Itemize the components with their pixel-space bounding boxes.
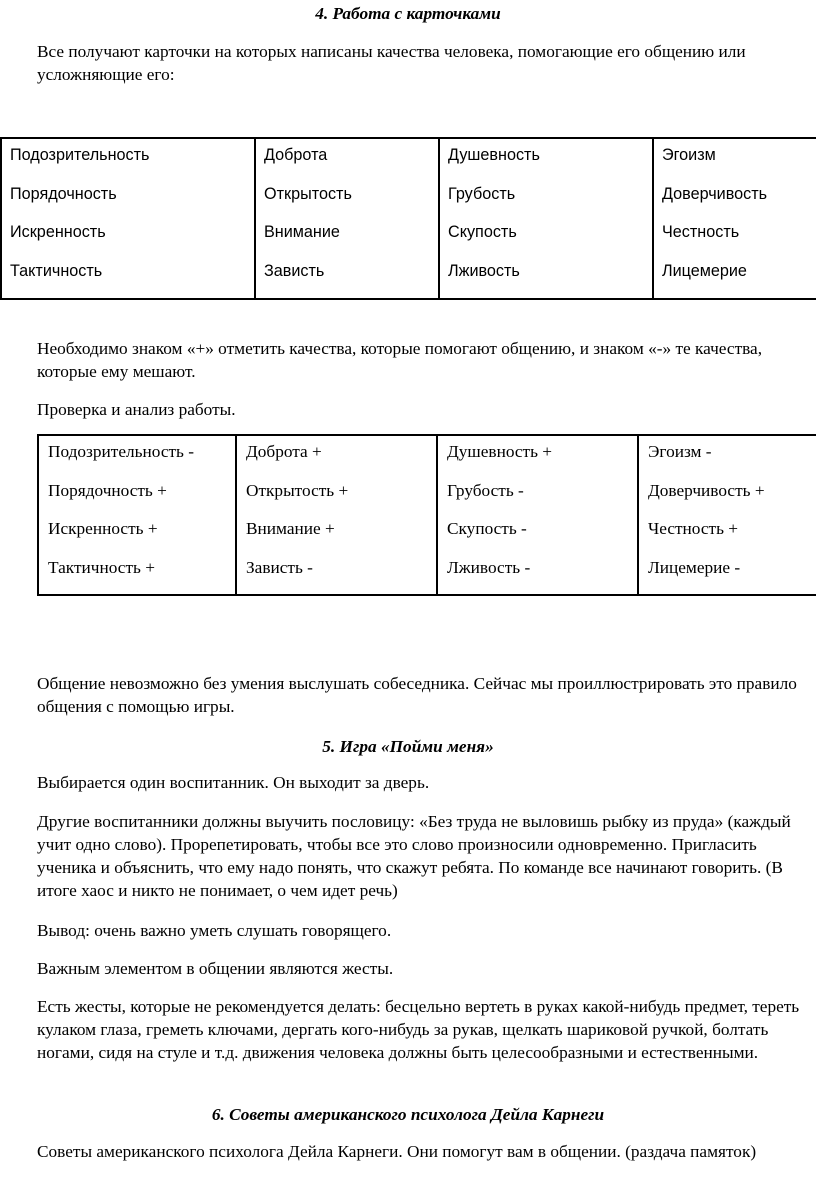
section-5-paragraph: Выбирается один воспитанник. Он выходит за дверь. bbox=[37, 773, 430, 792]
section-5-paragraph: Важным элементом в общении являются жесты. bbox=[37, 959, 394, 978]
answers-column bbox=[638, 435, 816, 595]
quality-cell: Честность bbox=[662, 223, 740, 241]
qualities-column bbox=[1, 138, 255, 299]
answer-cell: Душевность + bbox=[447, 442, 553, 461]
section-6-title: 6. Советы американского психолога Дейла Карнеги bbox=[211, 1105, 605, 1124]
section-4-title: 4. Работа с карточками bbox=[315, 4, 501, 23]
qualities-column bbox=[255, 138, 439, 299]
quality-cell: Порядочность bbox=[10, 184, 117, 203]
answer-cell: Лицемерие - bbox=[648, 557, 741, 577]
quality-cell: Лживость bbox=[448, 261, 520, 280]
answer-cell: Доверчивость + bbox=[648, 480, 765, 500]
qualities-column bbox=[439, 138, 653, 299]
quality-cell: Тактичность bbox=[10, 261, 103, 280]
answers-column bbox=[437, 435, 638, 595]
answer-cell: Грубость - bbox=[447, 480, 524, 500]
section-5-paragraph: Другие воспитанники должны выучить пословицу: «Без труда не выловишь рыбку из пруда» (каждый учит одно слово). Прорепетировать, чтобы все это слово произносили одновременно. Пригласить ученика и объяснить, что ему надо понять, что скажут ребята. По команде все начинают говорить. (В итоге хаос и никто не понимает, о чем идет речь) bbox=[37, 812, 791, 900]
section-4-intro: Все получают карточки на которых написаны качества человека, помогающие его общению или усложняющие его: bbox=[37, 42, 746, 84]
quality-cell: Доверчивость bbox=[662, 184, 768, 203]
quality-cell: Лицемерие bbox=[662, 261, 747, 280]
quality-cell: Подозрительность bbox=[10, 146, 150, 164]
quality-cell: Искренность bbox=[10, 223, 106, 241]
answers-table bbox=[37, 434, 816, 596]
quality-cell: Грубость bbox=[448, 184, 516, 203]
section-4-outro: Общение невозможно без умения выслушать собеседника. Сейчас мы проиллюстрировать это правило общения с помощью игры. bbox=[37, 674, 797, 716]
section-5-title: 5. Игра «Пойми меня» bbox=[322, 737, 494, 756]
quality-cell: Открытость bbox=[264, 184, 352, 203]
answer-cell: Искренность + bbox=[48, 519, 158, 538]
answer-cell: Зависть - bbox=[246, 557, 313, 577]
answer-cell: Тактичность + bbox=[48, 557, 155, 577]
answer-cell: Честность + bbox=[648, 519, 739, 538]
section-6-paragraph: Советы американского психолога Дейла Карнеги. Они помогут вам в общении. (раздача памяток) bbox=[37, 1142, 757, 1161]
answer-cell: Лживость - bbox=[447, 557, 531, 577]
answers-column bbox=[38, 435, 236, 595]
answers-column bbox=[236, 435, 437, 595]
answer-cell: Открытость + bbox=[246, 480, 349, 500]
answer-cell: Подозрительность - bbox=[48, 442, 194, 461]
answer-cell: Скупость - bbox=[447, 519, 527, 538]
section-4-instruction: Необходимо знаком «+» отметить качества, которые помогают общению, и знаком «-» те качества, которые ему мешают. bbox=[37, 339, 763, 381]
quality-cell: Внимание bbox=[264, 223, 340, 241]
quality-cell: Скупость bbox=[448, 223, 517, 241]
section-5-paragraph: Есть жесты, которые не рекомендуется делать: бесцельно вертеть в руках какой-нибудь предмет, тереть кулаком глаза, греметь ключами, дергать кого-нибудь за рукав, щелкать шариковой ручкой, болтать ногами, сидя на стуле и т.д. движения человека должны быть целесообразными и естественными. bbox=[37, 997, 800, 1062]
answer-cell: Порядочность + bbox=[48, 480, 167, 500]
answer-cell: Эгоизм - bbox=[648, 442, 712, 461]
quality-cell: Эгоизм bbox=[662, 146, 716, 164]
quality-cell: Душевность bbox=[448, 146, 540, 164]
qualities-column bbox=[653, 138, 816, 299]
quality-cell: Зависть bbox=[264, 261, 325, 280]
section-4-check: Проверка и анализ работы. bbox=[37, 400, 236, 419]
answer-cell: Доброта + bbox=[246, 442, 322, 461]
answer-cell: Внимание + bbox=[246, 519, 335, 538]
quality-cell: Доброта bbox=[264, 146, 328, 164]
section-5-conclusion: Вывод: очень важно уметь слушать говорящего. bbox=[37, 921, 392, 940]
qualities-table bbox=[0, 137, 816, 300]
